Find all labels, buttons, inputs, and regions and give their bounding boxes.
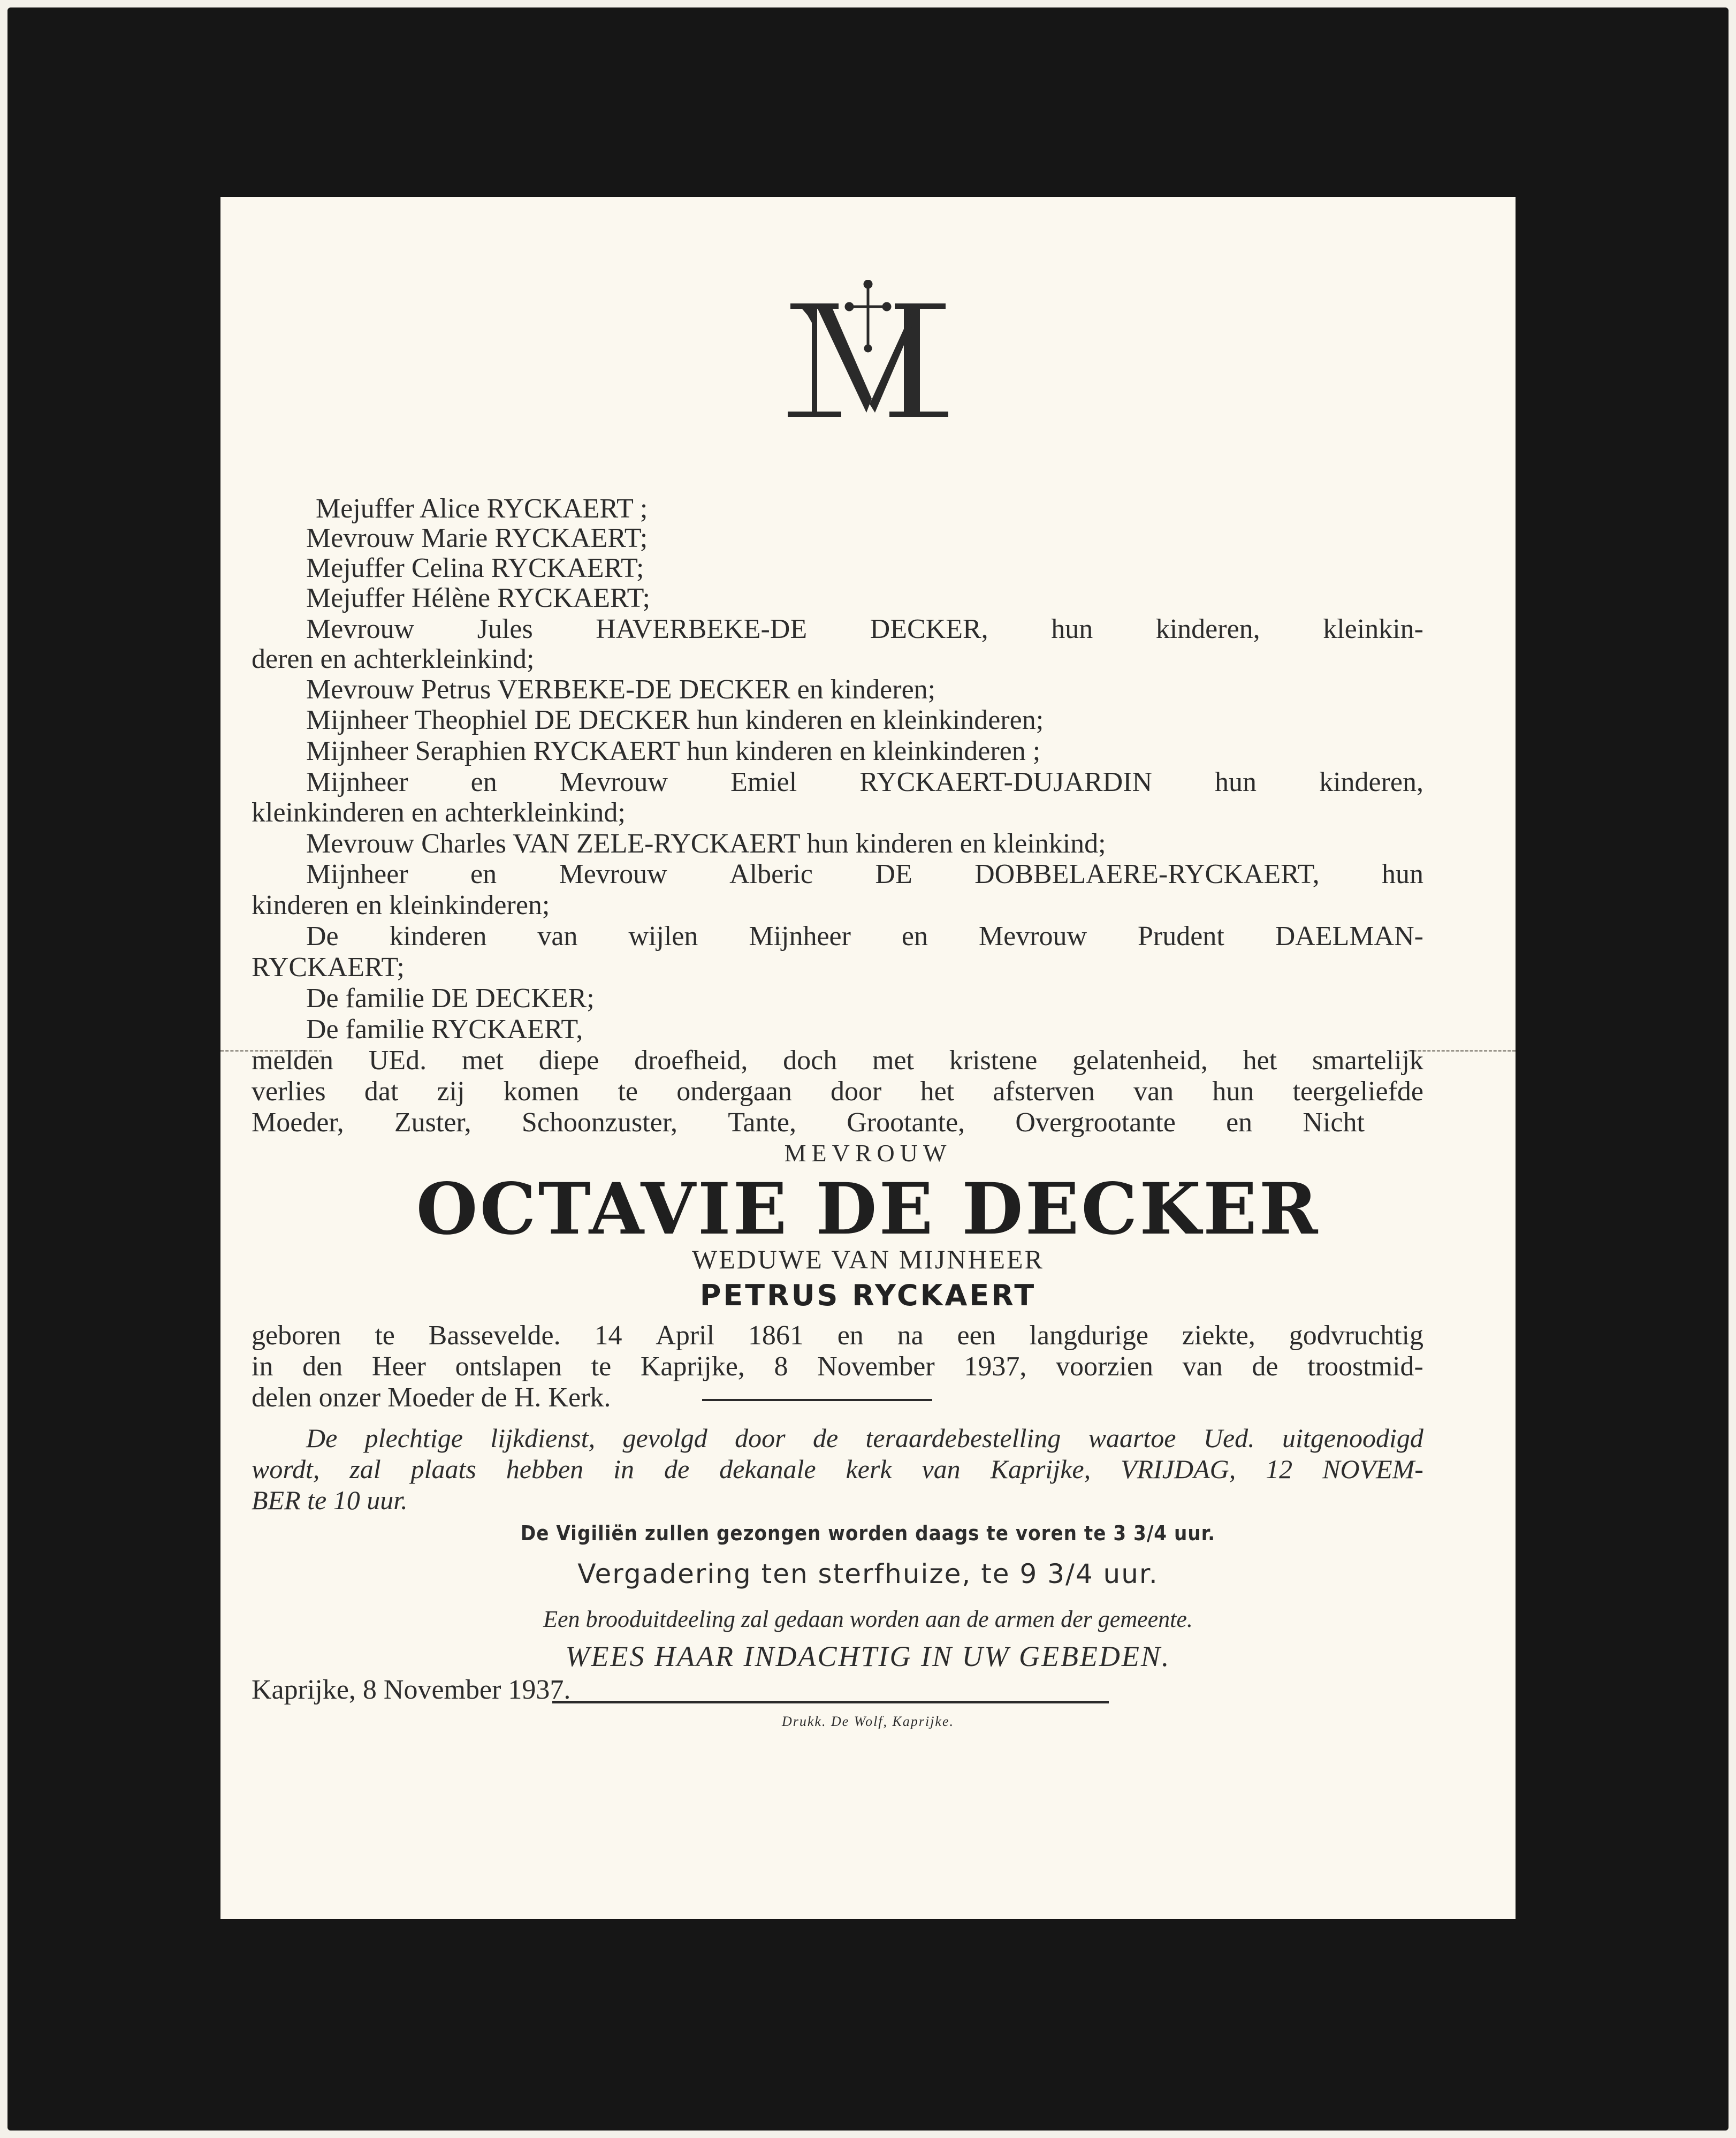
family-line: De kinderen van wijlen Mijnheer en Mevrouw Prudent DAELMAN- [306,921,1423,952]
bottom-rule [552,1701,1109,1703]
place-date-line: Kaprijke, 8 November 1937. [252,1675,571,1705]
service-line: De plechtige lijkdienst, gevolgd door de teraardebestelling waartoe Ued. uitgenoodigd [306,1423,1423,1453]
family-line: deren en achterkleinkind; [252,644,535,674]
family-line: RYCKAERT; [252,952,405,983]
family-line: kleinkinderen en achterkleinkind; [252,797,626,828]
service-line: BER te 10 uur. [252,1485,408,1515]
family-line: Mevrouw Jules HAVERBEKE-DE DECKER, hun kinderen, kleinkin- [306,614,1423,644]
family-line: kinderen en kleinkinderen; [252,890,550,920]
divider-rule [702,1399,932,1401]
life-line: delen onzer Moeder de H. Kerk. [252,1382,611,1413]
family-line: Mijnheer en Mevrouw Emiel RYCKAERT-DUJARDIN hun kinderen, [306,767,1423,797]
vigil-line: De Vigiliën zullen gezongen worden daags te voren te 3 3/4 uur. [520,1521,1216,1545]
husband-name: PETRUS RYCKAERT [699,1279,1037,1312]
fold-mark-right [1408,1050,1516,1052]
announcement-line: Moeder, Zuster, Schoonzuster, Tante, Grootante, Overgrootante en Nicht [252,1107,1365,1138]
life-line: geboren te Bassevelde. 14 April 1861 en na een langdurige ziekte, godvruchtig [252,1320,1423,1351]
family-line: Mevrouw Charles VAN ZELE-RYCKAERT hun kinderen en kleinkind; [306,828,1106,859]
announcement-line: verlies dat zij komen te ondergaan door het afsterven van hun teergeliefde [252,1076,1423,1107]
family-line: Mijnheer en Mevrouw Alberic DE DOBBELAERE-RYCKAERT, hun [306,859,1423,889]
family-line: Mijnheer Theophiel DE DECKER hun kinderen en kleinkinderen; [306,705,1044,735]
cross-icon [780,280,956,440]
deceased-name: OCTAVIE DE DECKER [416,1168,1320,1251]
mourner-line: Mejuffer Hélène RYCKAERT; [306,583,650,613]
widow-of-line: WEDUWE VAN MIJNHEER [692,1244,1044,1274]
deceased-title: MEVROUW [784,1139,952,1167]
family-line: Mijnheer Seraphien RYCKAERT hun kinderen en kleinkinderen ; [306,736,1041,766]
mourner-line: Mejuffer Celina RYCKAERT; [306,553,644,583]
announcement-line: melden UEd. met diepe droefheid, doch met kristene gelatenheid, het smartelijk [252,1045,1423,1076]
mourner-line: Mejuffer Alice RYCKAERT ; [316,493,648,524]
family-line: De familie RYCKAERT, [306,1014,583,1045]
family-line: De familie DE DECKER; [306,983,595,1014]
prayer-line: WEES HAAR INDACHTIG IN UW GEBEDEN. [565,1640,1171,1672]
bread-line: Een brooduitdeeling zal gedaan worden aan de armen der gemeente. [543,1606,1193,1632]
life-line: in den Heer ontslapen te Kaprijke, 8 November 1937, voorzien van de troostmid- [252,1351,1423,1382]
death-notice-sheet [220,197,1516,1919]
service-line: wordt, zal plaats hebben in de dekanale kerk van Kaprijke, VRIJDAG, 12 NOVEM- [252,1454,1423,1484]
printer-imprint: Drukk. De Wolf, Kaprijke. [782,1714,954,1729]
family-line: Mevrouw Petrus VERBEKE-DE DECKER en kinderen; [306,674,936,705]
gathering-line: Vergadering ten sterfhuize, te 9 3/4 uur. [577,1558,1159,1589]
mourner-line: Mevrouw Marie RYCKAERT; [306,523,648,553]
